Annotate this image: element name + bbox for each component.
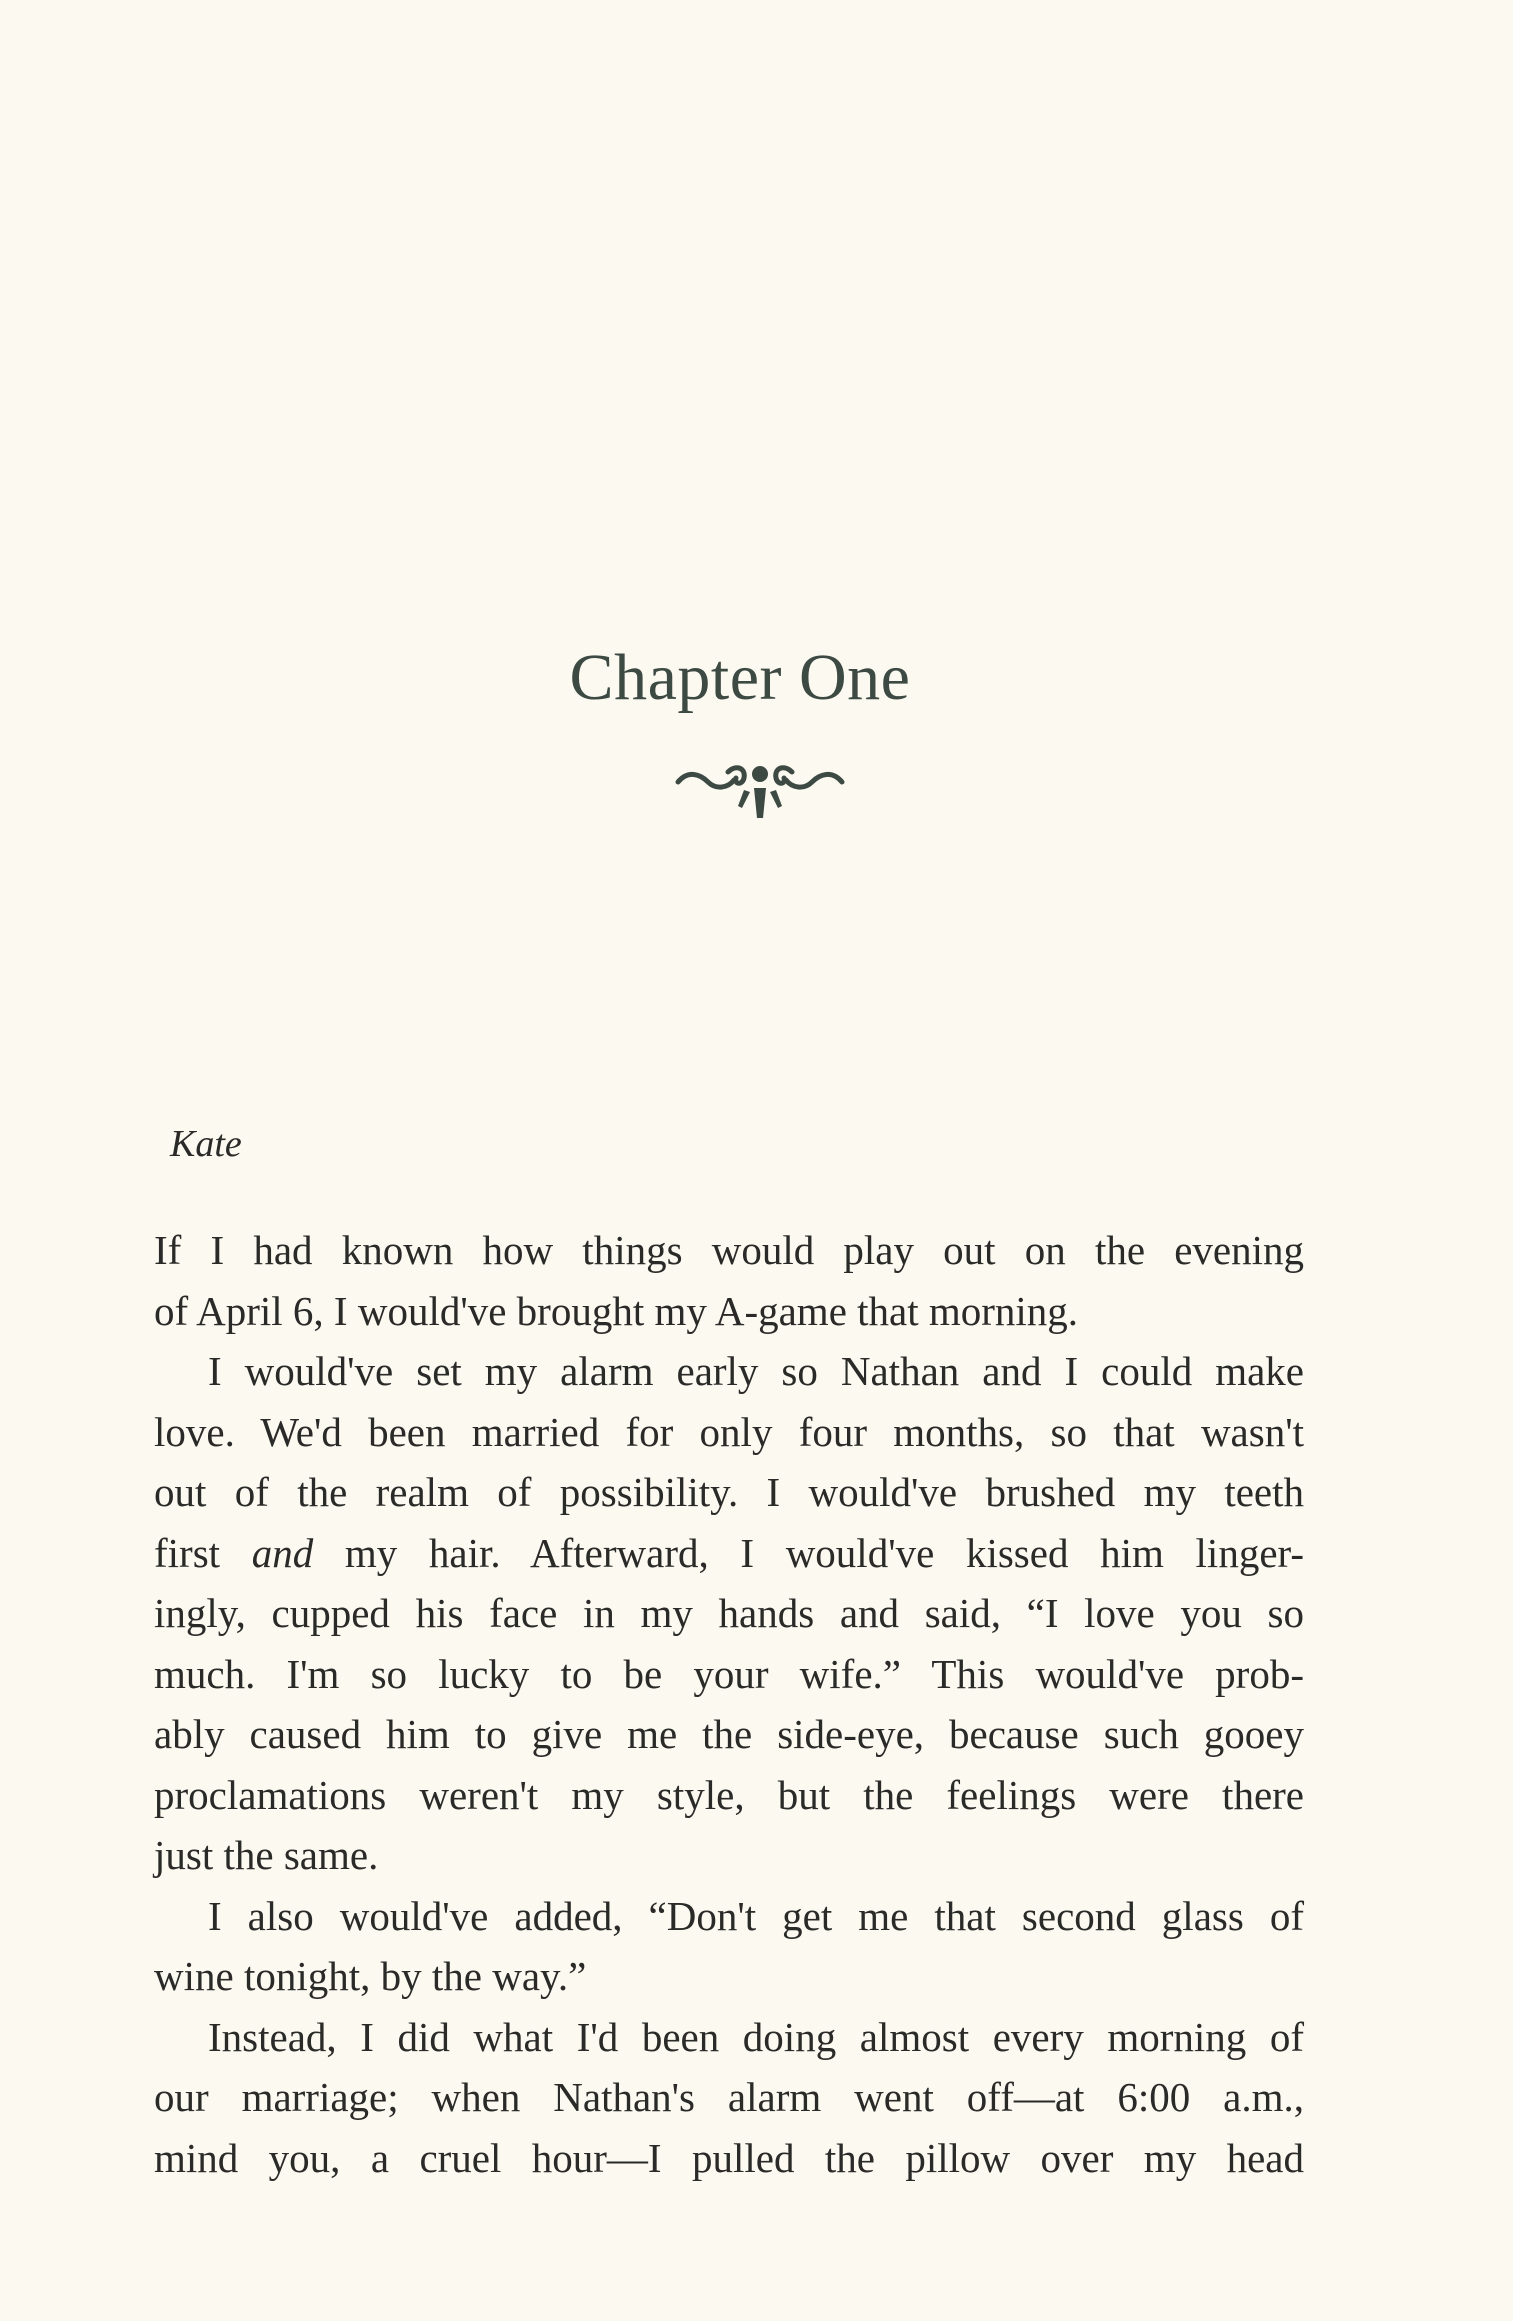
text-line: our marriage; when Nathan's alarm went off—at 6:00 a.m.,	[154, 2074, 1304, 2120]
text-line: of April 6, I would've brought my A-game that morning.	[154, 1287, 1079, 1334]
text-line: I also would've added, “Don't get me that second glass of	[208, 1892, 1304, 1939]
text-line: I would've set my alarm early so Nathan and I could make	[208, 1348, 1304, 1394]
text-line: Instead, I did what I'd been doing almost every morning of	[208, 2013, 1304, 2060]
text-line: just the same.	[154, 1832, 379, 1878]
text-line: out of the realm of possibility. I would've brushed my teeth	[154, 1469, 1304, 1515]
paragraph	[154, 1220, 1304, 1341]
text-line: ingly, cupped his face in my hands and said, “I love you so	[154, 1590, 1304, 1636]
paragraph	[154, 2007, 1304, 2189]
speaker-name: Kate	[170, 1123, 242, 1165]
emphasis-and: and	[251, 1529, 314, 1576]
text-line: wine tonight, by the way.”	[154, 1953, 587, 1999]
chapter-body	[154, 1220, 1304, 2188]
text-line: mind you, a cruel hour—I pulled the pillow over my head	[154, 2134, 1304, 2181]
text-line: ably caused him to give me the side-eye, because such gooey	[154, 1711, 1304, 1757]
text-line: proclamations weren't my style, but the feelings were there	[154, 1771, 1304, 1818]
text-line: first and my hair. Afterward, I would've kissed him linger-	[154, 1529, 1304, 1576]
paragraph	[154, 1341, 1304, 1886]
paragraph	[154, 1886, 1304, 2007]
chapter-title: Chapter One	[569, 641, 911, 714]
text-line: much. I'm so lucky to be your wife.” This would've prob-	[154, 1650, 1304, 1697]
fleuron-ornament-icon	[670, 752, 850, 822]
text-line: If I had known how things would play out on the evening	[154, 1227, 1304, 1273]
text-line: love. We'd been married for only four months, so that wasn't	[154, 1408, 1304, 1455]
text-line-with-emphasis	[154, 1523, 1304, 1584]
